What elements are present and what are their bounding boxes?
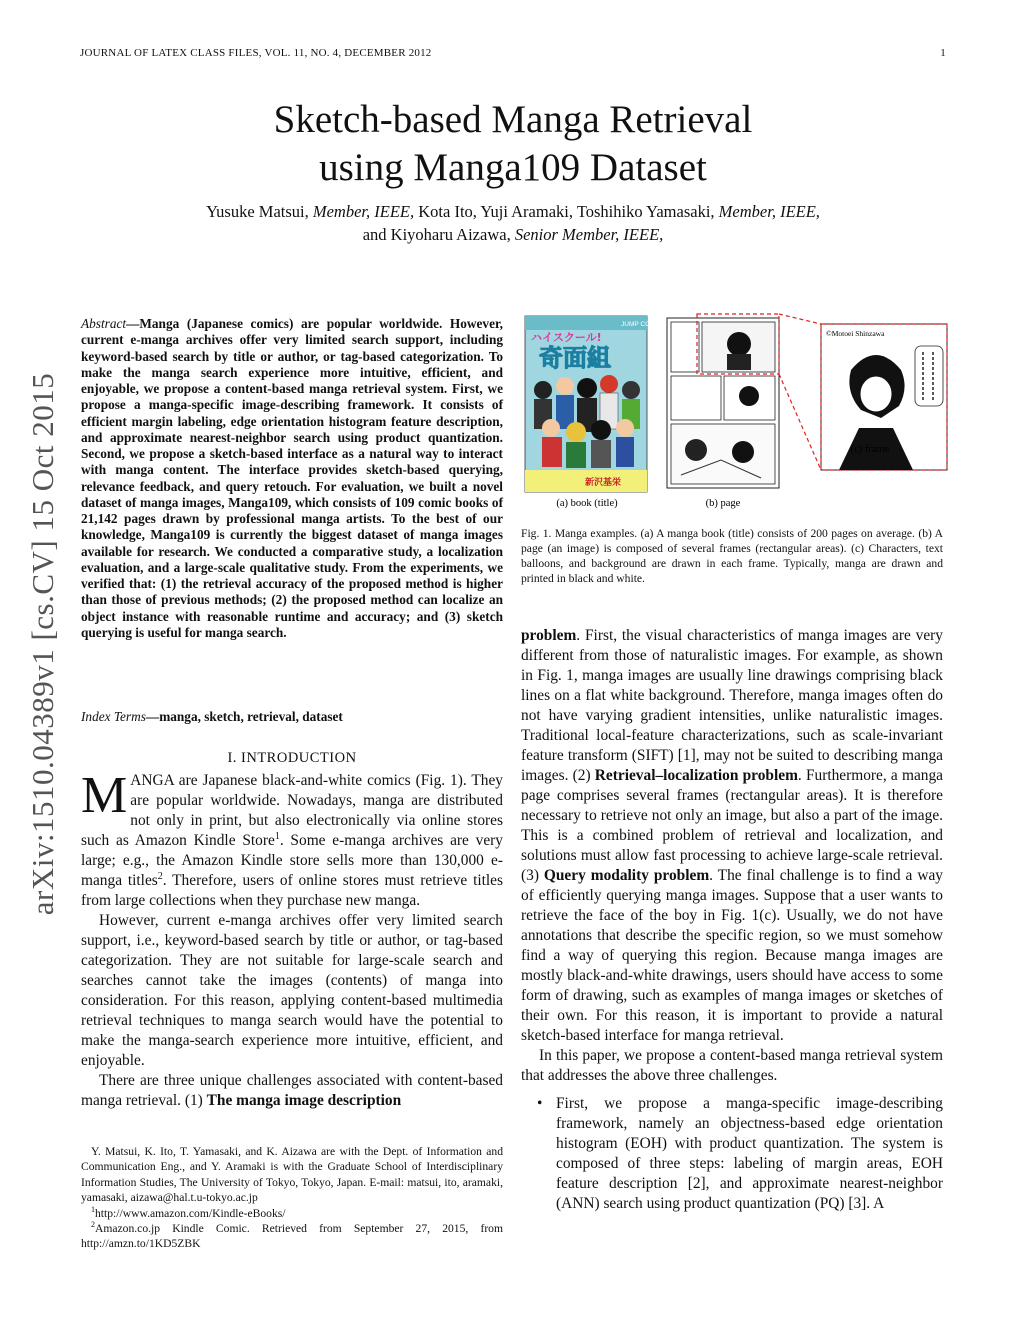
intro-paragraph-2: However, current e-manga archives offer very limited search support, i.e., keyword-based search by title or author, or tag-based categorization. They are not suitable for large-scale search and searches cannot take the images (contents) of manga into consideration. For this reason, applying content-based multimedia retrieval techniques to manga search would have the potential to make the manga-search experience more intuitive, efficient, and enjoyable.	[81, 912, 503, 1069]
footnote-2: $^2$Amazon.co.jp Kindle Comic. Retrieved from September 27, 2015, from http://amzn.to/1KD5ZBK	[81, 1220, 503, 1251]
affiliation-note: Y. Matsui, K. Ito, T. Yamasaki, and K. Aizawa are with the Dept. of Information and Communication Eng., and Y. Aramaki is with the Graduate School of Interdisciplinary Information Studies, The University of Tokyo, Tokyo, Japan. E-mail: matsui, ito, aramaki, yamasaki, aizawa@hal.t.u-tokyo.ac.jp	[81, 1145, 503, 1205]
member-ieee-1: Member, IEEE,	[312, 202, 415, 221]
right-column-body	[521, 626, 943, 1214]
page-number: 1	[940, 47, 946, 59]
abstract-text: —Manga (Japanese comics) are popular worldwide. However, current e-manga archives offer very limited search support, including keyword-based search by title or author, or tag-based categorization. To make the manga search experience more intuitive, efficient, and enjoyable, we propose a content-based manga retrieval system. First, we propose a manga-specific image-describing framework. It consists of efficient margin labeling, edge orientation histogram feature description, and approximate nearest-neighbor search using product quantization. Second, we propose a sketch-based interface as a natural way to interact with manga content. The interface provides sketch-based querying, relevance feedback, and query retouch. For evaluation, we built a novel dataset of manga images, Manga109, which consists of 109 comic books of 21,142 pages drawn by professional manga artists. To the best of our knowledge, Manga109 is currently the biggest dataset of manga images available for research. We conducted a comparative study, a localization evaluation, and a large-scale qualitative study. From the experiments, we verified that: (1) the retrieval accuracy of the proposed method is higher than those of previous methods; (2) the proposed method can localize an object instance with reasonable runtime and accuracy; and (3) sketch querying is useful for manga search.	[81, 316, 503, 640]
footnote-1: $^1$http://www.amazon.com/Kindle-eBooks/	[91, 1204, 286, 1220]
drop-cap: M	[81, 767, 128, 824]
proposal-paragraph: In this paper, we propose a content-based manga retrieval system that addresses the above three challenges.	[521, 1047, 943, 1084]
zoom-connector-top	[779, 314, 821, 324]
cover-series-label: JUMP COMICS	[621, 321, 667, 328]
arxiv-stamp	[8, 348, 78, 940]
footnotes	[81, 1144, 503, 1252]
manga-page-image	[667, 314, 779, 488]
subcaption-c: (c) frame	[850, 444, 890, 455]
challenges-paragraph: problem. First, the visual characteristics of manga images are very different from those of naturalistic images. For example, as shown in Fig. 1, manga images are usually line drawings comprising black lines on a flat white background. Therefore, manga images often do not have varying gradient intensities, unlike naturalistic images. Traditional local-feature characterizations, such as scale-invariant feature transform (SIFT) [1], may not be suited to describing manga images. (2) Retrieval–localization problem. Furthermore, a manga page comprises several frames (rectangular areas). It is therefore necessary to retrieve not only an image, but also a part of the image. This is a combined problem of retrieval and localization, and solutions must allow fast processing to achieve large-scale retrieval. (3) Query modality problem. The final challenge is to find a way of efficiently querying manga images. Suppose that a user wants to retrieve the face of the boy in Fig. 1(c). Usually, we do not have annotations that describe the specific region, so we must somehow find a way of querying this region. Because manga images are mostly black-and-white drawings, users should have access to some form of drawing, such as examples of manga images or sketches of their own. For this reason, it is important to provide a natural sketch-based interface for manga retrieval.	[521, 627, 943, 1044]
author-list	[80, 200, 946, 246]
introduction-body	[81, 767, 503, 1111]
footnote-ref-2: 2	[157, 870, 163, 882]
contribution-list	[521, 1094, 943, 1214]
title-line-1: Sketch-based Manga Retrieval	[273, 98, 753, 141]
footnote-ref-1: 1	[274, 830, 280, 842]
zoom-connector-bottom	[779, 374, 821, 470]
subcaption-a: (a) book (title)	[556, 498, 618, 509]
cover-title-kana: ハイスクール!	[531, 331, 602, 344]
member-ieee-2: Member, IEEE,	[718, 202, 820, 221]
index-terms	[81, 708, 503, 725]
intro-paragraph-1: MANGA are Japanese black-and-white comics (Fig. 1). They are popular worldwide. Nowadays, manga are distributed not only in print, but also electronically via online stores such as Amazon Kindle Store$^1$. Some e-manga archives are very large; e.g., the Amazon Kindle store sells more than 130,000 e-manga titles$^2$. Therefore, users of online stores must retrieve titles from large collections when they purchase new manga.	[81, 767, 503, 909]
list-item: • First, we propose a manga-specific image-describing framework, namely an objectness-based edge orientation histogram (EOH) with product quantization. The system is composed of three steps: labeling of margin areas, EOH feature description [2], and approximate nearest-neighbor (ANN) search using product quantization (PQ) [3]. A	[521, 1094, 943, 1214]
subcaption-b: (b) page	[705, 498, 741, 509]
abstract	[81, 316, 503, 641]
title-line-2: using Manga109 Dataset	[319, 146, 707, 189]
senior-member-ieee: Senior Member, IEEE,	[514, 225, 664, 244]
manga-cover-image	[525, 316, 667, 492]
arxiv-id: arXiv:1510.04389v1 [cs.CV] 15 Oct 2015	[25, 372, 60, 916]
abstract-label: Abstract	[81, 316, 127, 331]
index-terms-text: —manga, sketch, retrieval, dataset	[145, 709, 343, 724]
section-heading-introduction: I. INTRODUCTION	[227, 750, 357, 766]
cover-title-kanji: 奇面組	[539, 344, 611, 372]
figure-1	[521, 310, 951, 520]
journal-header: JOURNAL OF LATEX CLASS FILES, VOL. 11, NO. 4, DECEMBER 2012	[80, 47, 432, 59]
author-matsui: Yusuke Matsui,	[206, 202, 309, 221]
figure-1-caption: Fig. 1. Manga examples. (a) A manga book (title) consists of 200 pages on average. (b) A page (an image) is composed of several frames (rectangular areas). (c) Characters, text balloons, and background are drawn in each frame. Typically, manga are drawn and printed in black and white.	[521, 527, 943, 585]
index-terms-label: Index Terms	[81, 709, 146, 724]
intro-paragraph-3: There are three unique challenges associated with content-based manga retrieval. (1) The manga image description	[81, 1072, 503, 1109]
authors-ito-aramaki-yamasaki: Kota Ito, Yuji Aramaki, Toshihiko Yamasaki,	[418, 202, 715, 221]
running-header	[80, 47, 946, 59]
paper-title	[80, 96, 946, 192]
author-aizawa: and Kiyoharu Aizawa,	[362, 225, 511, 244]
figure-1-graphic	[521, 310, 951, 520]
cover-author: 新沢基栄	[585, 478, 622, 488]
copyright-notice: ©Motoei Shinzawa	[826, 329, 885, 338]
